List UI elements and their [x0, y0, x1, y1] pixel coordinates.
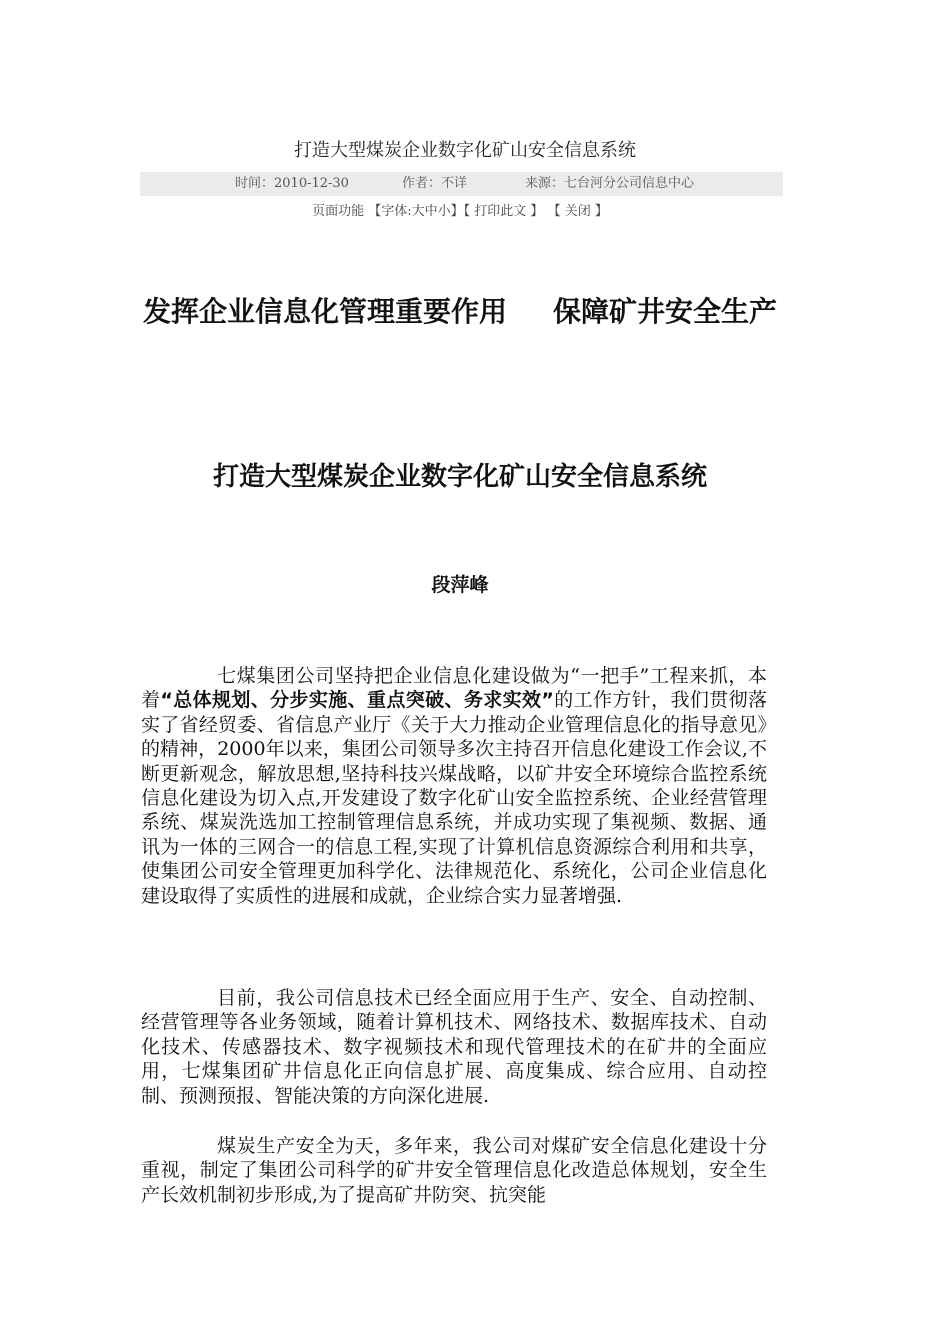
- paragraph-2: 目前，我公司信息技术已经全面应用于生产、安全、自动控制、经营管理等各业务领域，随着计算机技术、网络技术、数据库技术、自动化技术、传感器技术、数字视频技术和现代管理技术的在矿井的全面应用，七煤集团矿井信息化正向信息扩展、高度集成、综合应用、自动控制、预测预报、智能决策的方向深化进展.: [141, 987, 767, 1107]
- paragraph-1-intro: 七煤集团公司坚持把企业信息化建设做为“一把手”工程来抓，本着: [141, 665, 767, 712]
- font-size-selector[interactable]: 【字体:大中小】: [368, 204, 464, 219]
- paragraph-1-body: 的工作方针，我们贯彻落实了省经贸委、省信息产业厅《关于大力推动企业管理信息化的指导意见》的精神，2000年以来，集团公司领导多次主持召开信息化建设工作会议,不断更新观念，解放思想,坚持科技兴煤战略，以矿井安全环境综合监控系统信息化建设为切入点,开发建设了数字化矿山安全监控系统、企业经营管理系统、煤炭洗选加工控制管理信息系统，并成功实现了集视频、数据、通讯为一体的三网合一的信息工程,实现了计算机信息资源综合利用和共享， 使集团公司安全管理更加科学化、法律规范化、系统化，公司企业信息化建设取得了实质性的进展和成就，企业综合实力显著增强.: [141, 689, 767, 907]
- close-link[interactable]: 【 关闭 】: [543, 204, 608, 219]
- headline-part-2: 保障矿井安全生产: [553, 295, 778, 328]
- page-title: 打造大型煤炭企业数字化矿山安全信息系统: [294, 140, 636, 161]
- paragraph-3: 煤炭生产安全为天，多年来，我公司对煤矿安全信息化建设十分重视，制定了集团公司科学的矿井安全管理信息化改造总体规划，安全生产长效机制初步形成,为了提高矿井防突、抗突能: [141, 1135, 767, 1206]
- paragraph-1: [141, 664, 767, 908]
- article-subtitle: 打造大型煤炭企业数字化矿山安全信息系统: [212, 462, 707, 492]
- article-headline: [140, 286, 780, 338]
- article-meta-bar: [140, 172, 783, 196]
- publish-time: 时间：2010-12-30: [235, 176, 349, 191]
- print-link[interactable]: 【 打印此文 】: [463, 204, 544, 219]
- author-meta: 作者：不详: [402, 176, 468, 191]
- headline-part-1: 发挥企业信息化管理重要作用: [142, 295, 507, 328]
- policy-slogan: “总体规划、分步实施、重点突破、务求实效”: [160, 689, 554, 712]
- article-author: 段萍峰: [431, 574, 489, 596]
- source-meta: 来源：七台河分公司信息中心: [525, 176, 695, 191]
- page-functions: [0, 200, 920, 219]
- page-functions-label: 页面功能: [312, 204, 369, 219]
